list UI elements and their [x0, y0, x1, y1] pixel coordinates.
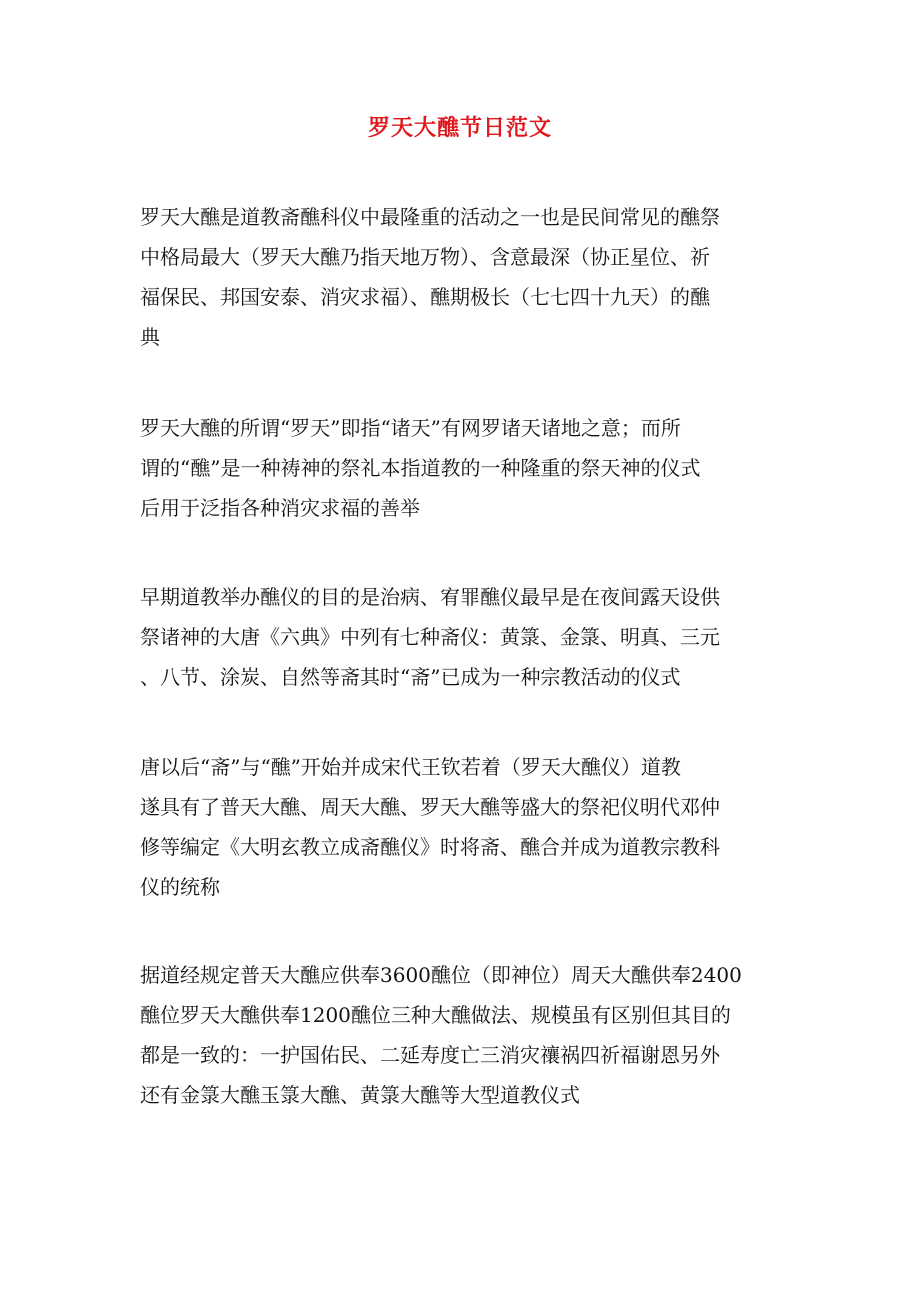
paragraph-line: 据道经规定普天大醮应供奉3600醮位（即神位）周天大醮供奉2400 — [140, 963, 742, 987]
paragraph-line: 都是一致的：一护国佑民、二延寿度亡三消灾禳祸四祈福谢恩另外 — [140, 1043, 720, 1067]
paragraph-line: 福保民、邦国安泰、消灾求福）、醮期极长（七七四十九天）的醮 — [140, 285, 710, 309]
paragraph-line: 罗天大醮的所谓“罗天”即指“诸天”有网罗诸天诸地之意；而所 — [140, 416, 681, 440]
paragraph-3 — [140, 577, 780, 697]
paragraph-line: 修等编定《大明玄教立成斋醮仪》时将斋、醮合并成为道教宗教科 — [140, 835, 720, 859]
page-title: 罗天大醮节日范文 — [367, 115, 552, 141]
paragraph-line: 后用于泛指各种消灾求福的善举 — [140, 496, 420, 520]
paragraph-line: 、八节、涂炭、自然等斋其时“斋”已成为一种宗教活动的仪式 — [140, 665, 681, 689]
paragraph-2 — [140, 408, 780, 528]
paragraph-line: 遂具有了普天大醮、周天大醮、罗天大醮等盛大的祭祀仪明代邓仲 — [140, 795, 720, 819]
paragraph-line: 早期道教举办醮仪的目的是治病、宥罪醮仪最早是在夜间露天设供 — [140, 585, 720, 609]
paragraph-line: 唐以后“斋”与“醮”开始并成宋代王钦若着（罗天大醮仪）道教 — [140, 755, 681, 779]
paragraph-line: 还有金箓大醮玉箓大醮、黄箓大醮等大型道教仪式 — [140, 1083, 580, 1107]
paragraph-line: 典 — [140, 325, 160, 349]
paragraph-line: 祭诸神的大唐《六典》中列有七种斋仪：黄箓、金箓、明真、三元 — [140, 625, 720, 649]
paragraph-line: 罗天大醮是道教斋醮科仪中最隆重的活动之一也是民间常见的醮祭 — [140, 205, 720, 229]
paragraph-4 — [140, 747, 780, 907]
paragraph-line: 中格局最大（罗天大醮乃指天地万物）、含意最深（协正星位、祈 — [140, 245, 710, 269]
paragraph-1 — [140, 197, 780, 357]
paragraph-line: 谓的“醮”是一种祷神的祭礼本指道教的一种隆重的祭天神的仪式 — [140, 456, 701, 480]
paragraph-line: 醮位罗天大醮供奉1200醮位三种大醮做法、规模虽有区别但其目的 — [140, 1003, 731, 1027]
paragraph-line: 仪的统称 — [140, 875, 220, 899]
paragraph-5 — [140, 955, 780, 1115]
